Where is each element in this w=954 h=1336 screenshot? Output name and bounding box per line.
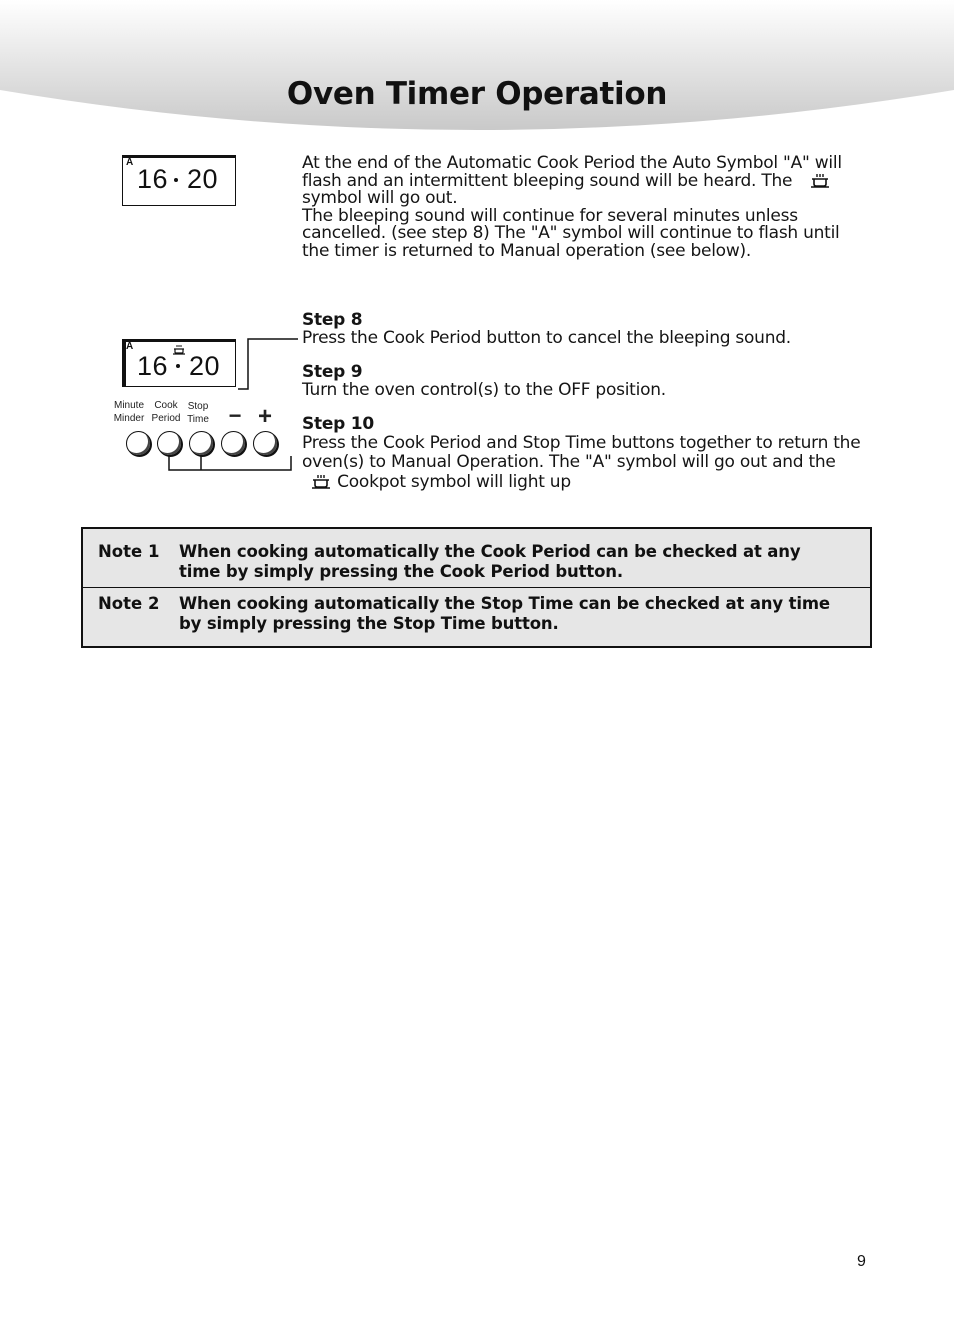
cookpot-icon: [809, 173, 831, 188]
step10-connector-bracket: [160, 452, 300, 480]
note-text: When cooking automatically the Cook Period can be checked at any time by simply pressing the Cook Period button.: [179, 542, 801, 581]
step-9: [302, 364, 867, 399]
label-minus: −: [228, 403, 242, 428]
note-row: [83, 529, 870, 587]
display-minutes: 20: [187, 164, 219, 194]
step-text: Cookpot symbol will light up: [337, 471, 571, 492]
label-stop-time: Stop Time: [187, 401, 209, 425]
cookpot-icon: [172, 344, 186, 355]
intro-paragraph1-b: symbol will go out.: [302, 188, 458, 209]
header-band: [0, 0, 954, 140]
note-label: Note 2: [98, 594, 160, 613]
step-10: [302, 416, 867, 492]
page-title: Oven Timer Operation: [286, 76, 668, 112]
label-cook-period: Cook Period: [151, 400, 181, 424]
minute-minder-button[interactable]: [126, 431, 151, 456]
auto-symbol: A: [126, 157, 134, 168]
step-heading: Step 10: [302, 414, 374, 435]
notes-table: [81, 527, 872, 648]
cookpot-icon: [310, 474, 332, 489]
step-heading: Step 8: [302, 310, 363, 330]
auto-symbol: A: [126, 341, 134, 352]
intro-text: [302, 155, 867, 261]
step-heading: Step 9: [302, 362, 363, 383]
note-row: [83, 587, 870, 646]
step-text: Press the Cook Period and Stop Time buttons together to return the oven(s) to Manual Operation. The "A" symbol will go out and the: [302, 432, 861, 473]
display-minutes: 20: [189, 351, 221, 381]
note-text: When cooking automatically the Stop Time can be checked at any time by simply pressing the Stop Time button.: [179, 594, 830, 633]
display-colon-dot: [176, 364, 180, 368]
display-colon-dot: [174, 178, 178, 182]
step-text: Turn the oven control(s) to the OFF position.: [302, 379, 666, 400]
label-minute-minder: Minute Minder: [113, 400, 145, 424]
intro-paragraph2: The bleeping sound will continue for several minutes unless cancelled. (see step 8) The "A" symbol will continue to flash until the timer is returned to Manual operation (see below).: [302, 205, 840, 261]
timer-display-panel: [122, 339, 236, 387]
display-hours: 16: [137, 351, 169, 381]
step8-connector-line: [230, 335, 302, 395]
note-label: Note 1: [98, 542, 160, 561]
label-plus: +: [257, 403, 272, 430]
step-text: Press the Cook Period button to cancel the bleeping sound.: [302, 327, 791, 348]
intro-paragraph1-a: At the end of the Automatic Cook Period the Auto Symbol "A" will flash and an intermittent bleeping sound will be heard. The: [302, 153, 842, 191]
display-hours: 16: [137, 164, 169, 194]
steps-section: [302, 312, 867, 492]
timer-display-auto: [122, 155, 236, 206]
step-8: [302, 312, 867, 347]
page-number: 9: [857, 1253, 866, 1270]
